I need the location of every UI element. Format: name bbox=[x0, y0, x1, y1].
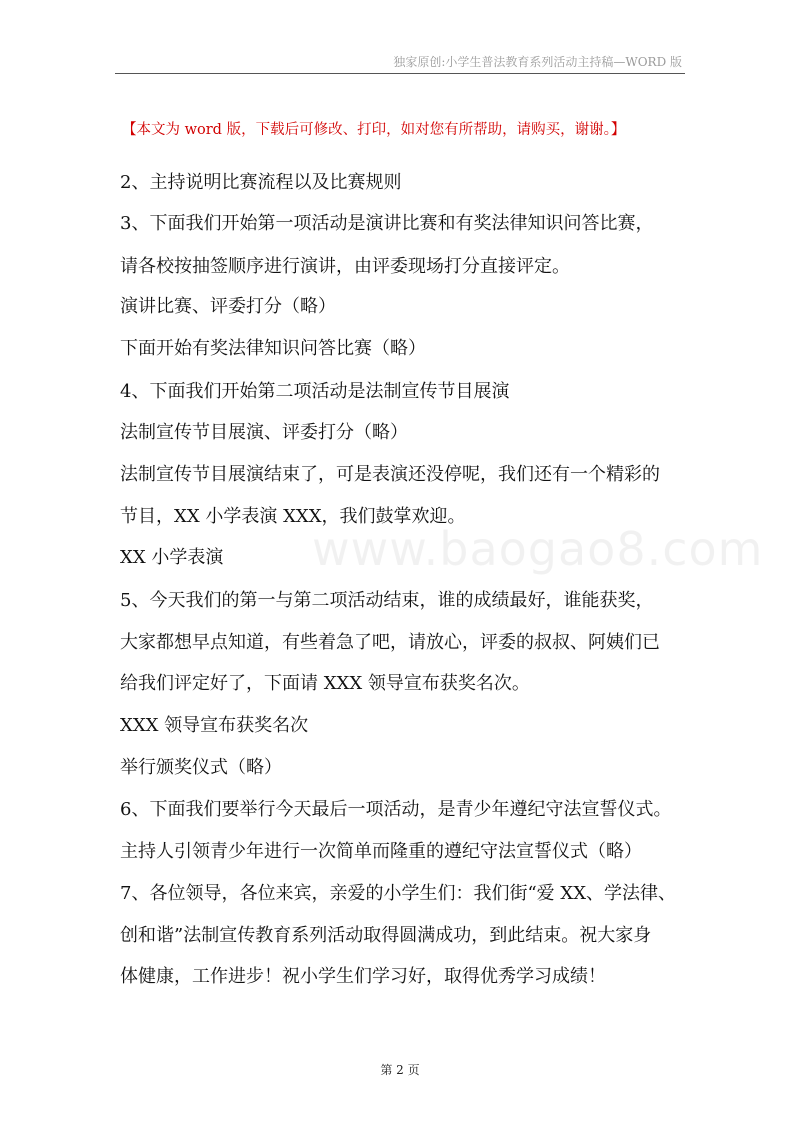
body-line: 法制宣传节目展演、评委打分（略） bbox=[120, 422, 408, 443]
purchase-notice: 【本文为 word 版，下载后可修改、打印，如对您有所帮助，请购买，谢谢。】 bbox=[122, 122, 626, 138]
page-number: 第 2 页 bbox=[380, 1063, 420, 1077]
header-title: 独家原创:小学生普法教育系列活动主持稿—WORD 版 bbox=[393, 55, 682, 69]
body-line: XX 小学表演 bbox=[120, 547, 224, 568]
body-line: 主持人引领青少年进行一次简单而隆重的遵纪守法宣誓仪式（略） bbox=[120, 841, 642, 862]
watermark: www.baogao8.com bbox=[312, 522, 764, 576]
body-line: 举行颁奖仪式（略） bbox=[120, 757, 282, 778]
body-line: 3、下面我们开始第一项活动是演讲比赛和有奖法律知识问答比赛， bbox=[120, 213, 654, 234]
body-line: 下面开始有奖法律知识问答比赛（略） bbox=[120, 338, 426, 359]
header-divider bbox=[115, 73, 685, 74]
body-line: 4、下面我们开始第二项活动是法制宣传节目展演 bbox=[120, 381, 510, 402]
body-line: XXX 领导宣布获奖名次 bbox=[120, 715, 309, 736]
body-line: 6、下面我们要举行今天最后一项活动，是青少年遵纪守法宣誓仪式。 bbox=[120, 799, 672, 820]
body-line: 演讲比赛、评委打分（略） bbox=[120, 296, 336, 317]
body-line: 节目，XX 小学表演 XXX，我们鼓掌欢迎。 bbox=[120, 506, 466, 527]
body-line: 5、今天我们的第一与第二项活动结束，谁的成绩最好，谁能获奖， bbox=[120, 590, 654, 611]
body-line: 2、主持说明比赛流程以及比赛规则 bbox=[120, 172, 402, 193]
body-line: 给我们评定好了，下面请 XXX 领导宣布获奖名次。 bbox=[120, 673, 530, 694]
body-line: 大家都想早点知道，有些着急了吧，请放心，评委的叔叔、阿姨们已 bbox=[120, 632, 660, 653]
body-line: 7、各位领导，各位来宾，亲爱的小学生们：我们街“爱 XX、学法律、 bbox=[120, 883, 677, 904]
body-line: 法制宣传节目展演结束了，可是表演还没停呢，我们还有一个精彩的 bbox=[120, 464, 660, 485]
body-line: 请各校按抽签顺序进行演讲，由评委现场打分直接评定。 bbox=[120, 256, 570, 277]
body-line: 创和谐”法制宣传教育系列活动取得圆满成功，到此结束。祝大家身 bbox=[120, 925, 652, 946]
body-line: 体健康，工作进步！祝小学生们学习好，取得优秀学习成绩！ bbox=[120, 966, 606, 987]
